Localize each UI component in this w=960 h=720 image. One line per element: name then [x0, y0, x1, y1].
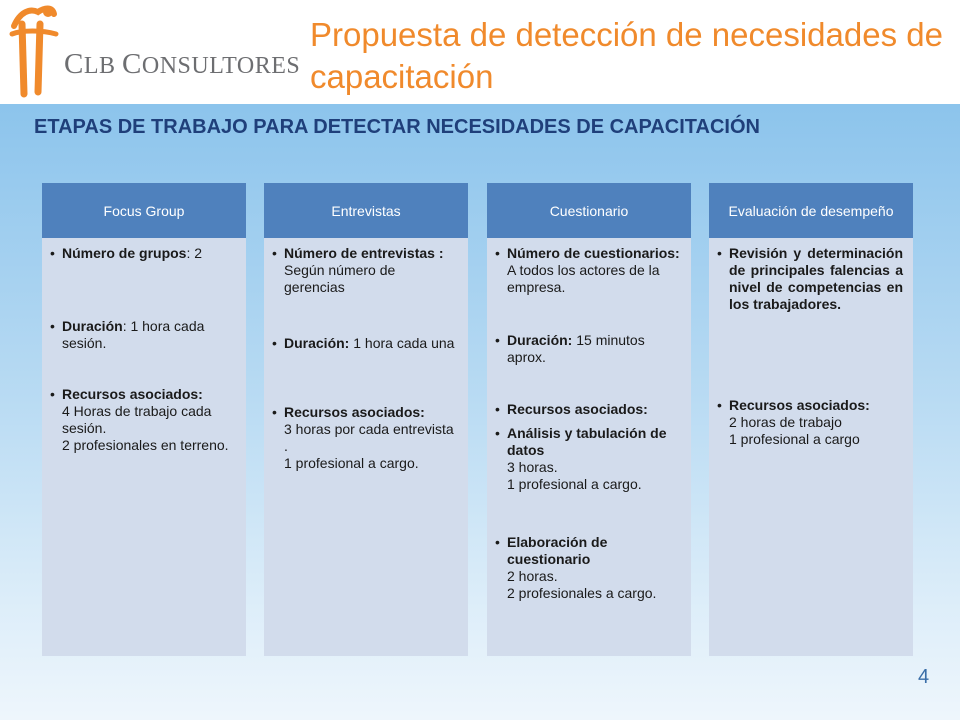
list-item: • Recursos asociados: 2 horas de trabajo 1 profesional a cargo	[717, 397, 903, 448]
page-number: 4	[918, 666, 930, 688]
card-entrevistas	[264, 183, 468, 656]
list-item: • Duración: 1 hora cada una	[272, 335, 458, 352]
card-focus-group	[42, 183, 246, 656]
list-item: • Duración: 15 minutos aprox.	[495, 332, 681, 366]
card-evaluacion-desempeno	[709, 183, 913, 656]
list-item: • Número de entrevistas : Según número de gerencias	[272, 245, 458, 296]
list-item: • Análisis y tabulación de datos 3 horas. 1 profesional a cargo.	[495, 425, 681, 493]
slide-title: Propuesta de detección de necesidades de capacitación	[310, 16, 943, 95]
list-item: • Revisión y determinación de principales falencias a nivel de competencias en los trabajadores.	[717, 245, 903, 313]
clb-logo	[8, 4, 301, 100]
list-item: • Duración: 1 hora cada sesión.	[50, 318, 236, 352]
card-header: Entrevistas	[264, 183, 468, 238]
list-item: • Recursos asociados: 3 horas por cada entrevista . 1 profesional a cargo.	[272, 404, 458, 472]
section-subtitle: ETAPAS DE TRABAJO PARA DETECTAR NECESIDADES DE CAPACITACIÓN	[34, 116, 760, 138]
list-item: • Elaboración de cuestionario 2 horas. 2 profesionales a cargo.	[495, 534, 681, 602]
card-header: Evaluación de desempeño	[709, 183, 913, 238]
logo-text: CLB CONSULTORES	[64, 48, 301, 80]
list-item: • Recursos asociados:	[495, 401, 681, 418]
card-body	[264, 238, 468, 656]
card-body	[42, 238, 246, 656]
card-body	[487, 238, 691, 656]
list-item: • Número de grupos: 2	[50, 245, 236, 262]
card-header: Cuestionario	[487, 183, 691, 238]
slide-header	[0, 0, 960, 104]
card-header: Focus Group	[42, 183, 246, 238]
card-body	[709, 238, 913, 656]
card-cuestionario	[487, 183, 691, 656]
list-item: • Número de cuestionarios: A todos los actores de la empresa.	[495, 245, 681, 296]
list-item: • Recursos asociados: 4 Horas de trabajo cada sesión. 2 profesionales en terreno.	[50, 386, 236, 454]
logo-figure-icon	[8, 4, 60, 100]
